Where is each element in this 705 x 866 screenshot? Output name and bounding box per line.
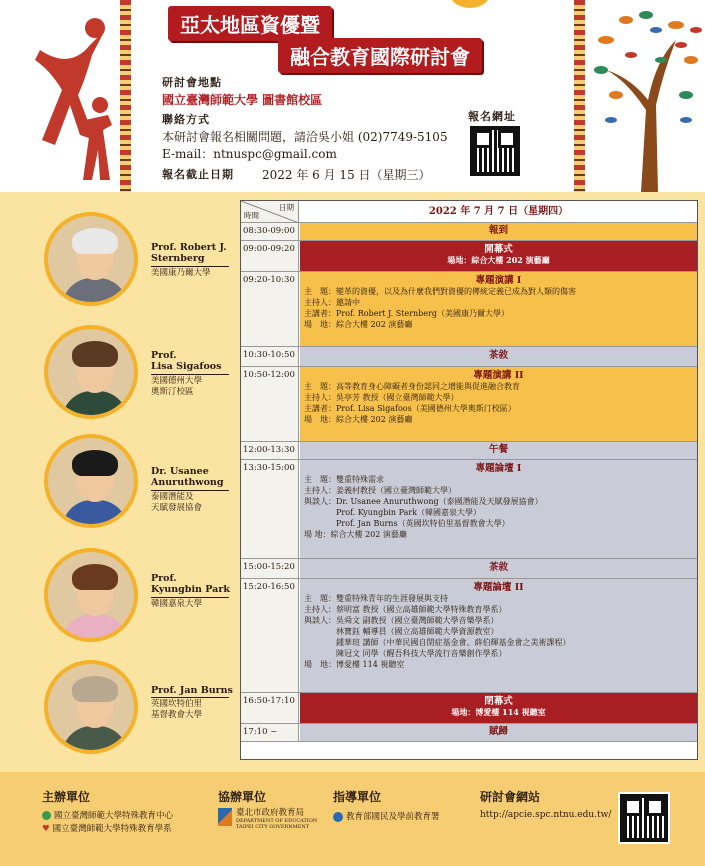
schedule-row	[241, 223, 697, 241]
speaker-name-3: Dr. Usanee Anuruthwong	[151, 466, 224, 488]
speaker-affiliation-1: 美國康乃爾大學	[151, 266, 229, 279]
taipei-edu-logo-icon	[218, 808, 232, 826]
session-detail-line: 主 題：變革的資優，以及為什麼我們對資優的傳統定義已成為對人類的傷害	[304, 287, 576, 296]
schedule-row	[241, 559, 697, 579]
schedule-content	[300, 559, 697, 578]
co-organizer-label: 協辦單位	[218, 790, 267, 804]
session-title: 開幕式	[484, 244, 513, 255]
session-detail-line: 場 地：博愛樓 114 視聽室	[304, 660, 405, 669]
co-organizer-2: DEPARTMENT OF EDUCATION	[236, 818, 318, 824]
contact-text: 本研討會報名相關問題，請洽吳小姐 (02)7749-5105	[162, 130, 448, 144]
ntnu-logo-icon	[42, 811, 51, 820]
schedule-content	[300, 724, 697, 741]
website-label: 研討會網站	[480, 790, 541, 804]
speaker-photo-anuruthwong	[44, 434, 138, 528]
speaker-photo-sternberg	[44, 212, 138, 306]
register-qr-code[interactable]	[470, 126, 520, 176]
host-label: 主辦單位	[42, 790, 91, 804]
schedule-time: 13:30-15:00	[241, 460, 299, 558]
schedule-content	[300, 241, 697, 271]
speaker-photo-park	[44, 548, 138, 642]
schedule-row	[241, 272, 697, 347]
session-detail-line: 鍾華瑄 講師（中華民國自閉症基金會、薛伯輝基金會之美術課程）	[304, 638, 571, 647]
speaker-affiliation-2: 美國德州大學 奧斯汀校區	[151, 374, 229, 398]
speaker-affiliation-4: 韓國嘉泉大學	[151, 597, 229, 610]
session-title: 專題論壇 II	[473, 582, 524, 593]
session-detail-line: 與談人：Dr. Usanee Anuruthwong（泰國潛能及天賦發展協會）	[304, 497, 543, 506]
session-title: 賦歸	[488, 726, 508, 737]
speaker-name-2: Prof. Lisa Sigafoos	[151, 350, 222, 372]
session-title: 專題論壇 I	[475, 463, 522, 474]
session-detail-line: 主持人：邀請中	[304, 298, 360, 307]
schedule-date: 2022 年 7 月 7 日（星期四）	[300, 201, 697, 222]
session-venue: 場地：綜合大樓 202 演藝廳	[447, 255, 550, 265]
register-label: 報名網址	[468, 110, 516, 123]
speaker-name-5: Prof. Jan Burns	[151, 685, 233, 696]
schedule-content	[300, 223, 697, 240]
schedule-content	[300, 272, 697, 346]
dancing-figures-logo	[20, 10, 115, 185]
schedule-content	[300, 347, 697, 366]
tree-illustration	[586, 0, 705, 192]
website-url[interactable]: http://apcie.spc.ntnu.edu.tw/	[480, 810, 612, 820]
co-organizer-3: TAIPEI CITY GOVERNMENT	[236, 824, 310, 830]
session-detail-line: 主持人：吳亭芳 教授（國立臺灣師範大學）	[304, 393, 459, 402]
session-detail-line: Prof. Jan Burns（英國坎特伯里基督教會大學）	[304, 519, 510, 528]
session-title: 茶敘	[488, 350, 508, 361]
schedule-header-row	[241, 201, 697, 223]
speaker-photo-burns	[44, 660, 138, 754]
venue-text: 國立臺灣師範大學 圖書館校區	[162, 93, 323, 107]
session-detail-line: 陳冠文 同學（醒吾科技大學流行音樂創作學系）	[304, 649, 507, 658]
schedule-row	[241, 460, 697, 559]
schedule-row	[241, 724, 697, 742]
schedule-time: 15:00-15:20	[241, 559, 299, 578]
schedule-time: 10:50-12:00	[241, 367, 299, 441]
schedule-time: 09:00-09:20	[241, 241, 299, 271]
session-venue: 場地：博愛樓 114 視聽室	[451, 707, 546, 717]
schedule-time: 10:30-10:50	[241, 347, 299, 366]
host-2: ♥ 國立臺灣師範大學特殊教育學系	[42, 824, 172, 834]
right-border-stripe	[574, 0, 585, 192]
website-qr-code[interactable]	[620, 794, 668, 842]
schedule-row	[241, 367, 697, 442]
email-text[interactable]: E-mail：ntnuspc@gmail.com	[162, 147, 337, 161]
guidance-label: 指導單位	[333, 790, 382, 804]
speaker-affiliation-5: 英國坎特伯里 基督教會大學	[151, 697, 229, 721]
title-line-2: 融合教育國際研討會	[278, 38, 482, 73]
schedule-table	[240, 200, 698, 760]
session-detail-line: 場 地：綜合大樓 202 演藝廳	[304, 415, 413, 424]
session-detail-line: 主講者：Prof. Robert J. Sternberg（美國康乃爾大學）	[304, 309, 509, 318]
session-detail-line: 主 題：雙重特殊青年的生涯發展與支持	[304, 594, 448, 603]
session-detail-line: 主持人：姜義村教授（國立臺灣師範大學）	[304, 486, 456, 495]
schedule-time: 08:30-09:00	[241, 223, 299, 240]
session-detail-line: 與談人：吳舜文 副教授（國立臺灣師範大學音樂學系）	[304, 616, 499, 625]
session-title: 專題演講 II	[473, 370, 524, 381]
session-detail-line: 場 地：綜合大樓 202 演藝廳	[304, 530, 407, 539]
title-line-1: 亞太地區資優暨	[168, 6, 332, 41]
contact-label: 聯絡方式	[162, 113, 210, 126]
schedule-content	[300, 579, 697, 692]
session-detail-line: 場 地：綜合大樓 202 演藝廳	[304, 320, 413, 329]
schedule-row	[241, 693, 697, 724]
deadline-label: 報名截止日期	[162, 168, 234, 181]
schedule-row	[241, 579, 697, 693]
session-title: 午餐	[488, 444, 508, 455]
schedule-time: 12:00-13:30	[241, 442, 299, 459]
corner-cell: 日期 時間	[241, 201, 299, 222]
speaker-name-1: Prof. Robert J. Sternberg	[151, 242, 227, 264]
schedule-time: 15:20-16:50	[241, 579, 299, 692]
deadline-text: 2022 年 6 月 15 日（星期三）	[262, 168, 431, 182]
venue-label: 研討會地點	[162, 76, 222, 89]
session-detail-line: 林寶鈺 輔導員（國立高雄師範大學資源教室）	[304, 627, 499, 636]
schedule-row	[241, 442, 697, 460]
header-section	[0, 0, 705, 192]
guidance-1: 教育部國民及學前教育署	[333, 810, 440, 822]
schedule-time: 17:10 ~	[241, 724, 299, 741]
session-detail-line: 主 題：高等教育身心障礙者身份認同之增能與促進融合教育	[304, 382, 520, 391]
speaker-name-4: Prof. Kyungbin Park	[151, 573, 230, 595]
speaker-affiliation-3: 泰國潛能及 天賦發展協會	[151, 490, 229, 514]
speaker-photo-sigafoos	[44, 325, 138, 419]
schedule-content	[300, 693, 697, 723]
schedule-content	[300, 460, 697, 558]
decorative-circle	[450, 0, 490, 8]
co-organizer-1: 臺北市政府教育局	[236, 808, 305, 818]
session-detail-line: 主 題：雙重特殊需求	[304, 475, 384, 484]
heart-logo-icon: ♥	[42, 824, 50, 834]
session-detail-line: Prof. Kyungbin Park（韓國嘉泉大學）	[304, 508, 482, 517]
session-title: 茶敘	[488, 562, 508, 573]
session-title: 閉幕式	[484, 696, 513, 707]
schedule-time: 09:20-10:30	[241, 272, 299, 346]
schedule-content	[300, 442, 697, 459]
moe-logo-icon	[333, 812, 343, 822]
session-detail-line: 主持人：蔡明富 教授（國立高雄師範大學特殊教育學系）	[304, 605, 507, 614]
host-1: 國立臺灣師範大學特殊教育中心	[42, 809, 173, 821]
session-title: 報到	[488, 225, 508, 236]
left-border-stripe	[120, 0, 131, 192]
schedule-time: 16:50-17:10	[241, 693, 299, 723]
session-title: 專題演講 I	[475, 275, 522, 286]
schedule-row	[241, 241, 697, 272]
footer-section	[0, 772, 705, 866]
session-detail-line: 主講者：Prof. Lisa Sigafoos（美國德州大學奧斯汀校區）	[304, 404, 516, 413]
schedule-row	[241, 347, 697, 367]
schedule-content	[300, 367, 697, 441]
